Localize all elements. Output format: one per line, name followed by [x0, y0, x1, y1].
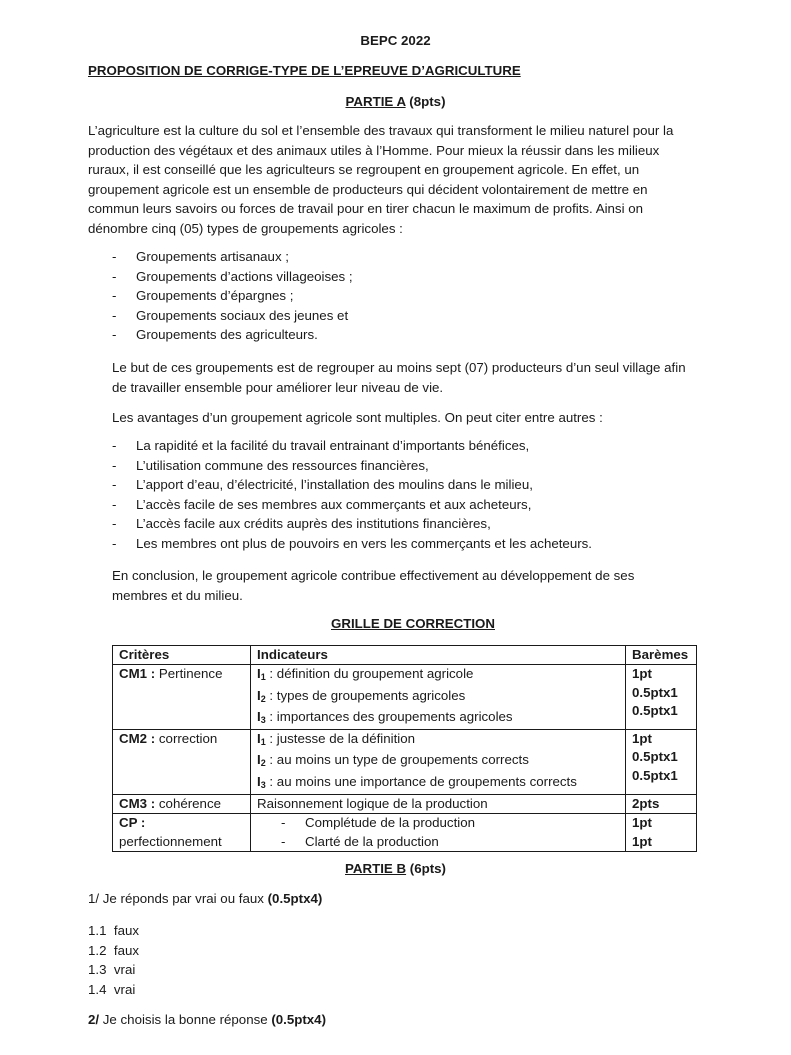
header-criteres: Critères [113, 646, 251, 665]
table-header-row [113, 646, 697, 665]
score-cm3: 2pts [626, 795, 697, 814]
conclusion-paragraph [112, 566, 634, 605]
avantages-intro: Les avantages d’un groupement agricole sont multiples. On peut citer entre autres : [112, 410, 603, 425]
criterion-cm1: CM1 : Pertinence [113, 665, 251, 730]
criterion-cm3: CM3 : cohérence [113, 795, 251, 814]
partie-a-heading [0, 94, 791, 109]
indicators-cm1: $I_1$ : définition du groupement agricole $I_2$ : types de groupements agricoles $I_3$ : importances des groupements agricoles [251, 665, 626, 730]
table-row [113, 665, 697, 730]
intro-paragraph [88, 121, 673, 238]
criterion-cm2: CM2 : correction [113, 730, 251, 795]
list-item: 1.1 faux [88, 923, 140, 938]
intro-line: ruraux, il est conseillé que les agriculteurs se regroupent en groupement agricole. En effet, un [88, 162, 640, 177]
list-item: - Groupements sociaux des jeunes et [112, 307, 349, 323]
list-item: - Groupements artisanaux ; [112, 249, 289, 264]
criterion-cp: CP : perfectionnement [113, 814, 251, 852]
indicators-cm2: $I_1$ : justesse de la définition $I_2$ : au moins un type de groupements corrects $I_3$ : au moins une importance de groupements corrects [251, 730, 626, 795]
partie-b-label: PARTIE B [345, 861, 407, 876]
partie-a-label: PARTIE A [345, 94, 406, 109]
list-item: - Groupements d’actions villageoises ; [112, 268, 353, 284]
but-paragraph [112, 358, 686, 397]
intro-line: dénombre cinq (05) types de groupements agricoles : [88, 220, 403, 236]
answers-list [88, 921, 139, 999]
grille-heading: GRILLE DE CORRECTION [331, 616, 495, 631]
intro-line: groupement agricole est un ensemble de producteurs qui décident volontairement de mettre en [88, 181, 648, 197]
list-item: - Groupements d’épargnes ; [112, 288, 294, 303]
table-row [113, 795, 697, 814]
list-item: 1.2 faux [88, 942, 140, 958]
list-item: - L’utilisation commune des ressources financières, [112, 457, 429, 473]
but-line: de travailler ensemble pour améliorer leur niveau de vie. [112, 379, 444, 395]
partie-b-points: (6pts) [409, 861, 446, 876]
scores-cm1: 1pt 0.5ptx1 0.5ptx1 [626, 665, 697, 730]
table-row [113, 814, 697, 852]
indicator-cm3: Raisonnement logique de la production [251, 795, 626, 814]
list-item: 1.3 vrai [88, 962, 136, 977]
conclusion-line: En conclusion, le groupement agricole contribue effectivement au développement de ses [112, 568, 635, 583]
grading-table [112, 645, 697, 852]
scores-cp: 1pt 1pt [626, 814, 697, 852]
intro-line: production des végétaux et des animaux utiles à l’Homme. Pour mieux la réussir dans les milieux [88, 142, 660, 158]
partie-a-points: (8pts) [409, 94, 446, 109]
header-baremes: Barèmes [626, 646, 697, 665]
document-title: BEPC 2022 [360, 33, 431, 48]
indicators-cp: - Complétude de la production - Clarté de la production [251, 814, 626, 852]
header-indicateurs: Indicateurs [251, 646, 626, 665]
intro-line: L’agriculture est la culture du sol et l’ensemble des travaux qui transforment le milieu naturel pour la [88, 123, 674, 138]
document-subtitle: PROPOSITION DE CORRIGE-TYPE DE L’EPREUVE D’AGRICULTURE [88, 63, 521, 78]
list-item: - Groupements des agriculteurs. [112, 327, 318, 342]
intro-line: commun leurs savoirs ou forces de travail pour en tirer chacun le maximum de profits. Ainsi on [88, 201, 644, 216]
but-line: Le but de ces groupements est de regrouper au moins sept (07) producteurs d’un seul village afin [112, 360, 686, 375]
list-item: - La rapidité et la facilité du travail entrainant d’importants bénéfices, [112, 438, 530, 453]
conclusion-line: membres et du milieu. [112, 587, 243, 603]
list-item: - L’accès facile aux crédits auprès des institutions financières, [112, 516, 491, 531]
scores-cm2: 1pt 0.5ptx1 0.5ptx1 [626, 730, 697, 795]
partie-b-heading [0, 861, 791, 876]
list-item: 1.4 vrai [88, 981, 136, 997]
question-2: 2/ Je choisis la bonne réponse (0.5ptx4) [88, 1012, 327, 1027]
question-1: 1/ Je réponds par vrai ou faux (0.5ptx4) [88, 891, 323, 906]
list-item: - L’apport d’eau, d’électricité, l’installation des moulins dans le milieu, [112, 477, 533, 492]
table-row [113, 730, 697, 795]
list-item: - Les membres ont plus de pouvoirs en vers les commerçants et les acheteurs. [112, 535, 592, 551]
list-item: - L’accès facile de ses membres aux commerçants et aux acheteurs, [112, 496, 532, 512]
